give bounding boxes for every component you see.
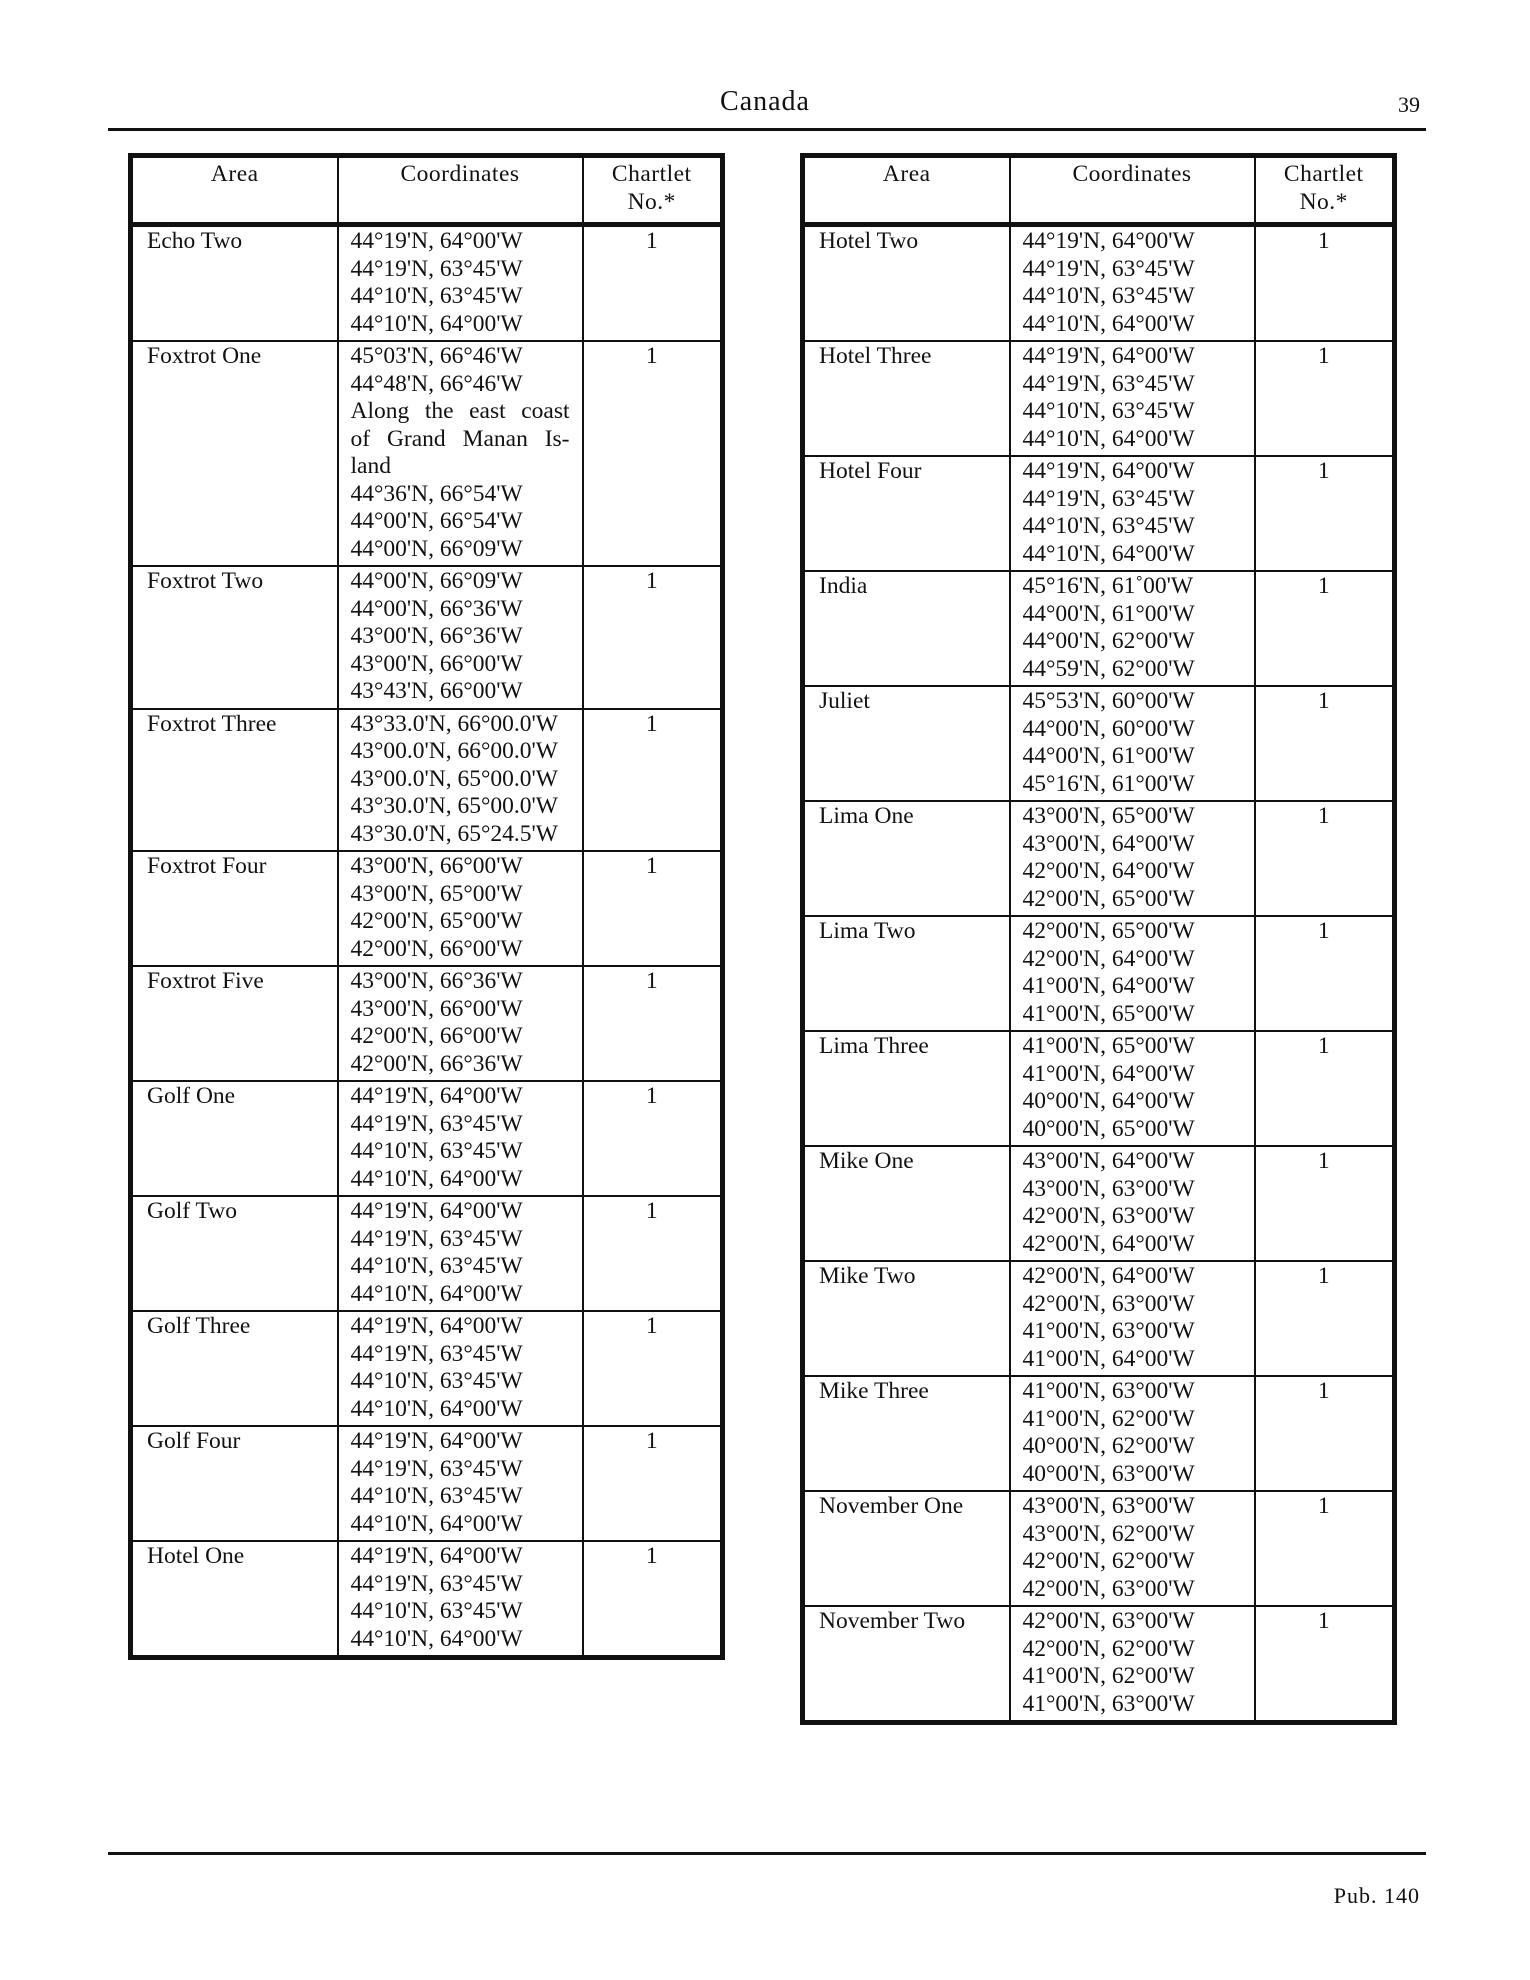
areas-table-right <box>800 153 1397 1725</box>
table-row <box>131 1426 723 1541</box>
area-name: Lima Two <box>803 916 1010 1031</box>
coordinate-line: 43°00'N, 63°00'W <box>1022 1175 1195 1202</box>
coordinate-line: 40°00'N, 63°00'W <box>1022 1460 1195 1487</box>
table-row <box>131 341 723 566</box>
chartlet-number: 1 <box>583 1541 723 1658</box>
coordinate-line: 43°00'N, 66°00'W <box>350 853 523 879</box>
coordinate-line: 44°10'N, 63°45'W <box>1022 283 1195 309</box>
coordinate-line: 44°10'N, 63°45'W <box>350 1368 523 1394</box>
chartlet-number: 1 <box>583 966 723 1081</box>
table-header-row <box>131 156 723 225</box>
area-name: Golf Four <box>131 1426 338 1541</box>
coordinate-line: 42°00'N, 63°00'W <box>1022 1290 1195 1317</box>
coordinate-line: 42°00'N, 62°00'W <box>1022 1548 1195 1574</box>
coordinates-cell <box>338 1311 583 1426</box>
table-row <box>131 1541 723 1658</box>
chartlet-number: 1 <box>583 851 723 966</box>
coordinate-line: 42°00'N, 63°00'W <box>1022 1608 1195 1634</box>
coordinate-line: 42°00'N, 66°36'W <box>350 1050 523 1077</box>
chartlet-number: 1 <box>1255 686 1395 801</box>
coordinate-line: 43°00'N, 66°00'W <box>350 995 523 1022</box>
coordinate-line: 43°00.0'N, 65°00.0'W <box>350 765 558 792</box>
coordinate-line: 42°00'N, 65°00'W <box>350 908 523 934</box>
coordinate-line: 42°00'N, 63°00'W <box>1022 1203 1195 1229</box>
coordinate-line: 41°00'N, 62°00'W <box>1022 1663 1195 1689</box>
coordinate-line: 42°00'N, 64°00'W <box>1022 945 1195 972</box>
coordinates-cell <box>1010 1491 1255 1606</box>
coordinate-line: 44°36'N, 66°54'W <box>350 480 523 507</box>
chartlet-number: 1 <box>1255 916 1395 1031</box>
chartlet-number: 1 <box>1255 1146 1395 1261</box>
chartlet-number: 1 <box>583 341 723 566</box>
page-number: 39 <box>1398 92 1420 117</box>
coordinate-line: 44°10'N, 63°45'W <box>350 1253 523 1279</box>
coordinate-line: 42°00'N, 65°00'W <box>1022 885 1195 912</box>
chartlet-number: 1 <box>583 1426 723 1541</box>
coordinate-line: 41°00'N, 62°00'W <box>1022 1405 1195 1432</box>
table-row <box>803 686 1395 801</box>
coordinates-cell <box>1010 341 1255 456</box>
coordinates-cell <box>338 566 583 709</box>
area-name: November One <box>803 1491 1010 1606</box>
coordinate-line: 44°00'N, 60°00'W <box>1022 715 1195 742</box>
column-header-area: Area <box>131 156 338 225</box>
coordinate-line: 43°00'N, 65°00'W <box>350 880 523 907</box>
coordinates-cell <box>338 851 583 966</box>
coordinate-line: 44°19'N, 63°45'W <box>1022 255 1195 282</box>
coordinate-line: 44°00'N, 66°09'W <box>350 535 523 562</box>
coordinate-line: 44°19'N, 64°00'W <box>1022 228 1195 254</box>
coordinate-line: 44°10'N, 64°00'W <box>350 1510 523 1537</box>
chartlet-number: 1 <box>1255 1606 1395 1723</box>
coordinate-line: 44°48'N, 66°46'W <box>350 370 523 397</box>
coordinates-cell <box>338 709 583 852</box>
chartlet-number: 1 <box>583 566 723 709</box>
coordinates-cell <box>338 341 583 566</box>
coordinate-line: 45°53'N, 60°00'W <box>1022 688 1195 714</box>
chartlet-header-line1: Chartlet <box>1283 161 1364 187</box>
table-row <box>131 1196 723 1311</box>
area-name: Foxtrot One <box>131 341 338 566</box>
chartlet-number: 1 <box>1255 571 1395 686</box>
coordinate-line: Along the east coast <box>350 398 570 424</box>
coordinate-line: 43°43'N, 66°00'W <box>350 678 523 704</box>
coordinates-cell <box>1010 456 1255 571</box>
coordinate-line: 44°19'N, 64°00'W <box>350 1083 523 1109</box>
coordinate-line: 44°59'N, 62°00'W <box>1022 655 1195 682</box>
area-name: Mike Two <box>803 1261 1010 1376</box>
coordinate-line: 41°00'N, 65°00'W <box>1022 1000 1195 1027</box>
coordinate-line: 42°00'N, 64°00'W <box>1022 1230 1195 1257</box>
chartlet-number: 1 <box>583 1081 723 1196</box>
chartlet-number: 1 <box>1255 1031 1395 1146</box>
area-name: Foxtrot Two <box>131 566 338 709</box>
coordinate-line: 44°10'N, 64°00'W <box>1022 540 1195 567</box>
coordinate-line: 43°00'N, 66°36'W <box>350 968 523 994</box>
chartlet-header-line2: No.* <box>627 188 676 215</box>
area-name: Hotel Three <box>803 341 1010 456</box>
coordinate-line: 44°10'N, 63°45'W <box>1022 398 1195 424</box>
coordinates-cell <box>1010 916 1255 1031</box>
coordinate-line: 41°00'N, 65°00'W <box>1022 1033 1195 1059</box>
area-name: Foxtrot Three <box>131 709 338 852</box>
coordinate-line: 43°30.0'N, 65°00.0'W <box>350 793 558 819</box>
coordinate-line: of Grand Manan Is- <box>350 425 570 452</box>
coordinate-line: 41°00'N, 64°00'W <box>1022 1060 1195 1087</box>
coordinate-line: 43°00'N, 64°00'W <box>1022 1148 1195 1174</box>
chartlet-header-line2: No.* <box>1299 188 1348 215</box>
coordinate-line: 44°19'N, 64°00'W <box>1022 458 1195 484</box>
table-row <box>803 1491 1395 1606</box>
table-row <box>803 1376 1395 1491</box>
area-name: Mike One <box>803 1146 1010 1261</box>
table-row <box>131 966 723 1081</box>
coordinate-line: 44°10'N, 64°00'W <box>1022 425 1195 452</box>
area-name: Foxtrot Four <box>131 851 338 966</box>
table-row <box>131 566 723 709</box>
table-row <box>803 1261 1395 1376</box>
coordinate-line: 44°10'N, 63°45'W <box>350 283 523 309</box>
coordinate-line: 44°19'N, 64°00'W <box>350 1198 523 1224</box>
footer-rule <box>108 1852 1426 1855</box>
coordinate-line: 43°00'N, 64°00'W <box>1022 830 1195 857</box>
area-name: Juliet <box>803 686 1010 801</box>
coordinate-line: 42°00'N, 64°00'W <box>1022 1263 1195 1289</box>
area-name: India <box>803 571 1010 686</box>
coordinate-line: 44°10'N, 63°45'W <box>350 1138 523 1164</box>
coordinate-line: 43°00'N, 63°00'W <box>1022 1493 1195 1519</box>
coordinate-line: 44°00'N, 66°54'W <box>350 508 523 534</box>
chartlet-header-line1: Chartlet <box>611 161 692 187</box>
coordinate-line: 44°19'N, 63°45'W <box>350 1455 523 1482</box>
header-rule <box>108 128 1426 131</box>
coordinates-cell <box>1010 1146 1255 1261</box>
coordinate-line: 45°16'N, 61˚00'W <box>1022 573 1194 599</box>
coordinate-line: 40°00'N, 64°00'W <box>1022 1088 1195 1114</box>
coordinate-line: 41°00'N, 63°00'W <box>1022 1690 1195 1717</box>
coordinate-line: 40°00'N, 62°00'W <box>1022 1433 1195 1459</box>
area-name: Lima One <box>803 801 1010 916</box>
coordinate-line: 45°16'N, 61°00'W <box>1022 770 1195 797</box>
area-name: Hotel Four <box>803 456 1010 571</box>
area-name: Foxtrot Five <box>131 966 338 1081</box>
chartlet-number: 1 <box>1255 801 1395 916</box>
chartlet-number: 1 <box>583 1311 723 1426</box>
coordinate-line: 44°10'N, 64°00'W <box>350 1280 523 1307</box>
coordinates-cell <box>338 1081 583 1196</box>
coordinate-line: 44°19'N, 64°00'W <box>350 1428 523 1454</box>
column-header-chartlet <box>583 156 723 225</box>
table-row <box>803 916 1395 1031</box>
chartlet-number: 1 <box>1255 456 1395 571</box>
table-row <box>131 225 723 342</box>
coordinate-line: 44°10'N, 64°00'W <box>350 310 523 337</box>
coordinate-line: 41°00'N, 63°00'W <box>1022 1378 1195 1404</box>
coordinate-line: 44°00'N, 61°00'W <box>1022 600 1195 627</box>
coordinate-line: 44°10'N, 64°00'W <box>350 1625 523 1652</box>
coordinate-line: 44°19'N, 63°45'W <box>350 255 523 282</box>
table-row <box>803 1146 1395 1261</box>
table-row <box>803 1606 1395 1723</box>
coordinate-line: 42°00'N, 65°00'W <box>1022 918 1195 944</box>
publication-label: Pub. 140 <box>1333 1883 1420 1908</box>
coordinate-line: land <box>350 453 391 479</box>
areas-table-left <box>128 153 725 1660</box>
table-row <box>131 709 723 852</box>
area-name: Echo Two <box>147 228 243 254</box>
chartlet-number: 1 <box>1255 1376 1395 1491</box>
coordinate-line: 44°19'N, 64°00'W <box>1022 343 1195 369</box>
coordinate-line: 44°19'N, 64°00'W <box>350 1543 523 1569</box>
coordinate-line: 43°30.0'N, 65°24.5'W <box>350 820 558 847</box>
chartlet-number: 1 <box>1255 1261 1395 1376</box>
coordinates-cell <box>338 1541 583 1658</box>
coordinates-cell <box>338 225 583 342</box>
coordinates-cell <box>338 966 583 1081</box>
table-row <box>803 341 1395 456</box>
coordinate-line: 44°19'N, 64°00'W <box>350 228 523 254</box>
areas-table-body-right <box>803 225 1395 1723</box>
coordinate-line: 44°10'N, 64°00'W <box>1022 310 1195 337</box>
coordinates-cell <box>338 1196 583 1311</box>
area-name: Golf Three <box>131 1311 338 1426</box>
area-name: Golf One <box>131 1081 338 1196</box>
coordinate-line: 41°00'N, 63°00'W <box>1022 1318 1195 1344</box>
coordinate-line: 43°33.0'N, 66°00.0'W <box>350 710 558 737</box>
column-header-coordinates: Coordinates <box>1010 156 1255 225</box>
chartlet-number: 1 <box>1255 341 1395 456</box>
table-row <box>803 571 1395 686</box>
area-name: Lima Three <box>803 1031 1010 1146</box>
page-title: Canada <box>720 86 810 117</box>
table-row <box>131 851 723 966</box>
coordinates-cell <box>1010 1606 1255 1723</box>
coordinate-line: 41°00'N, 64°00'W <box>1022 1345 1195 1372</box>
coordinates-cell <box>1010 801 1255 916</box>
coordinate-line: 44°00'N, 66°09'W <box>350 568 523 594</box>
coordinate-line: 43°00'N, 66°36'W <box>350 623 523 649</box>
coordinate-line: 42°00'N, 63°00'W <box>1022 1575 1195 1602</box>
coordinate-line: 44°10'N, 63°45'W <box>350 1598 523 1624</box>
coordinate-line: 44°10'N, 63°45'W <box>1022 513 1195 539</box>
chartlet-number: 1 <box>583 1196 723 1311</box>
coordinate-line: 44°19'N, 63°45'W <box>1022 485 1195 512</box>
column-header-chartlet <box>1255 156 1395 225</box>
area-name: Hotel Two <box>819 228 919 254</box>
areas-table-body-left <box>131 225 723 1658</box>
area-name: Hotel One <box>131 1541 338 1658</box>
coordinate-line: 44°10'N, 64°00'W <box>350 1395 523 1422</box>
table-row <box>803 801 1395 916</box>
coordinate-line: 42°00'N, 66°00'W <box>350 1023 523 1049</box>
coordinate-line: 45°03'N, 66°46'W <box>350 343 523 369</box>
table-row <box>131 1081 723 1196</box>
coordinate-line: 44°10'N, 64°00'W <box>350 1165 523 1192</box>
coordinate-line: 42°00'N, 66°00'W <box>350 935 523 962</box>
coordinate-line: 43°00'N, 62°00'W <box>1022 1520 1195 1547</box>
coordinate-line: 44°19'N, 63°45'W <box>350 1570 523 1597</box>
coordinate-line: 44°19'N, 63°45'W <box>350 1340 523 1367</box>
coordinate-line: 43°00'N, 65°00'W <box>1022 803 1195 829</box>
coordinate-line: 44°19'N, 63°45'W <box>350 1110 523 1137</box>
coordinate-line: 42°00'N, 62°00'W <box>1022 1635 1195 1662</box>
coordinate-line: 43°00'N, 66°00'W <box>350 650 523 677</box>
coordinate-line: 44°19'N, 63°45'W <box>350 1225 523 1252</box>
chartlet-number: 1 <box>583 225 723 342</box>
table-header-row <box>803 156 1395 225</box>
coordinates-cell <box>338 1426 583 1541</box>
coordinate-line: 40°00'N, 65°00'W <box>1022 1115 1195 1142</box>
column-header-area: Area <box>803 156 1010 225</box>
area-name: Mike Three <box>803 1376 1010 1491</box>
coordinate-line: 44°00'N, 66°36'W <box>350 595 523 622</box>
coordinates-cell <box>1010 571 1255 686</box>
chartlet-number: 1 <box>1255 225 1395 342</box>
coordinate-line: 44°19'N, 64°00'W <box>350 1313 523 1339</box>
coordinates-cell <box>1010 1261 1255 1376</box>
table-row <box>803 225 1395 342</box>
area-name: Golf Two <box>131 1196 338 1311</box>
coordinates-cell <box>1010 686 1255 801</box>
coordinate-line: 42°00'N, 64°00'W <box>1022 858 1195 884</box>
coordinate-line: 44°10'N, 63°45'W <box>350 1483 523 1509</box>
coordinates-cell <box>1010 1376 1255 1491</box>
coordinate-line: 44°00'N, 62°00'W <box>1022 628 1195 654</box>
coordinate-line: 44°19'N, 63°45'W <box>1022 370 1195 397</box>
coordinate-line: 44°00'N, 61°00'W <box>1022 743 1195 769</box>
table-row <box>131 1311 723 1426</box>
chartlet-number: 1 <box>1255 1491 1395 1606</box>
column-header-coordinates: Coordinates <box>338 156 583 225</box>
table-row <box>803 1031 1395 1146</box>
area-name: November Two <box>803 1606 1010 1723</box>
chartlet-number: 1 <box>583 709 723 852</box>
coordinates-cell <box>1010 1031 1255 1146</box>
coordinate-line: 43°00.0'N, 66°00.0'W <box>350 738 558 764</box>
coordinate-line: 41°00'N, 64°00'W <box>1022 973 1195 999</box>
coordinates-cell <box>1010 225 1255 342</box>
table-row <box>803 456 1395 571</box>
